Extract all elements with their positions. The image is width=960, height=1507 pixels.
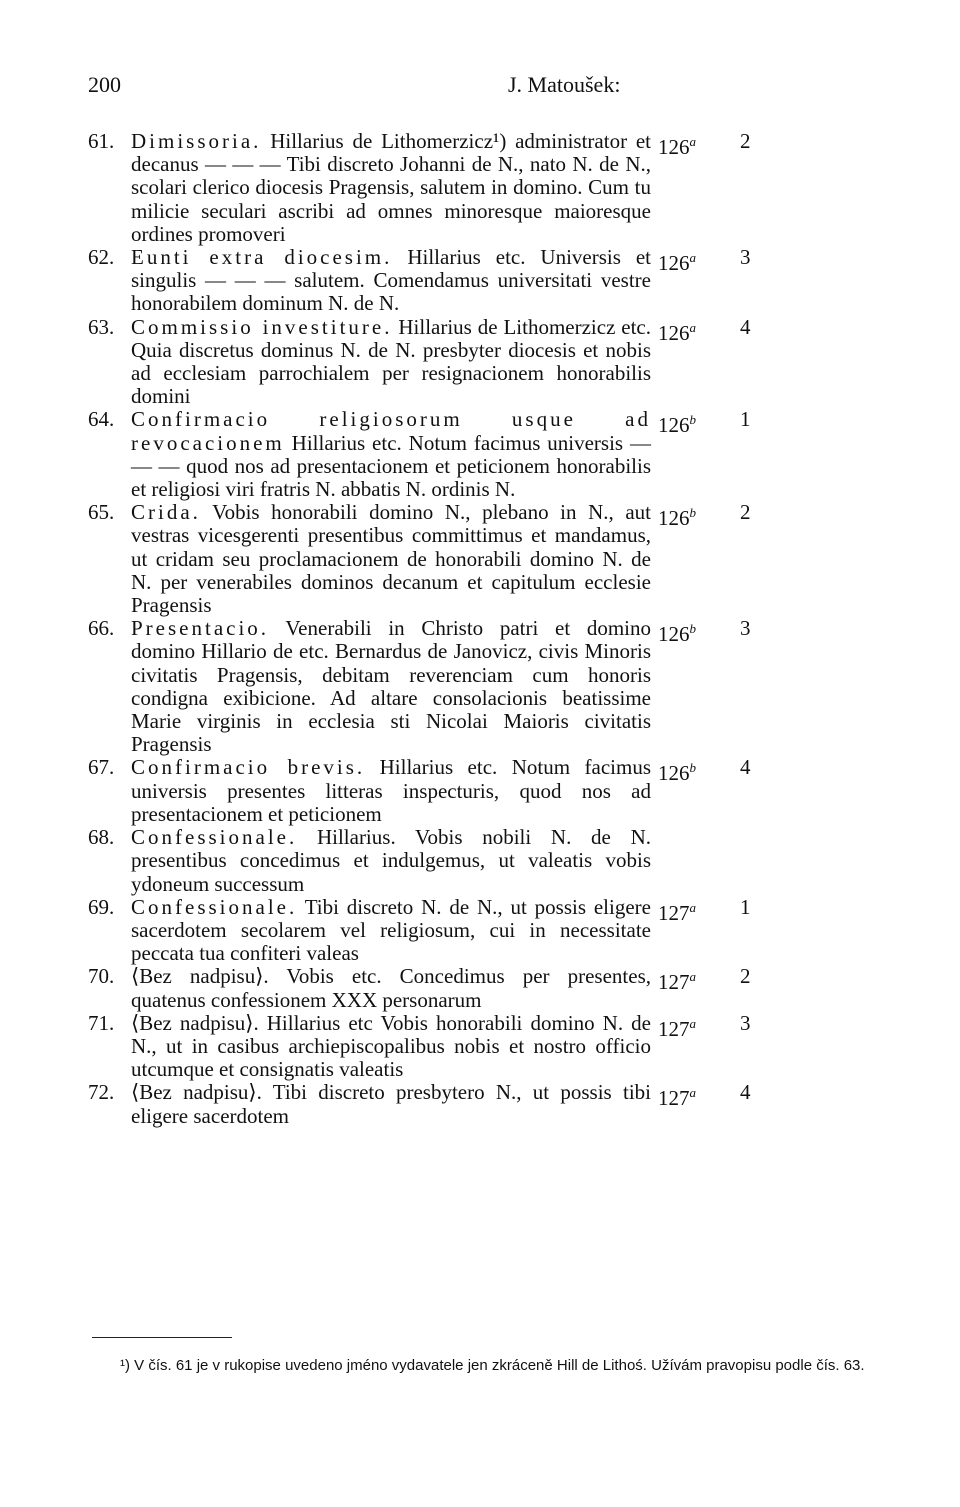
list-item — [0, 826, 960, 896]
folio-side: a — [689, 134, 696, 149]
entry-body — [131, 316, 651, 409]
entry-text: Tibi discreto N. de N., ut possis eligere sacerdotem secolarem vel religiosum, cui in necessitate peccata tua confiteri valeas — [131, 894, 651, 966]
folio-number: 126 — [658, 413, 690, 438]
folio-position: 4 — [740, 314, 751, 339]
folio-reference — [658, 1081, 696, 1110]
folio-side: a — [689, 969, 696, 985]
folio-number: 127 — [658, 970, 690, 995]
folio-number: 127 — [658, 1016, 690, 1041]
folio-number: 126 — [658, 622, 690, 647]
folio-reference — [658, 965, 696, 994]
list-item — [0, 246, 960, 316]
entry-number: 61. — [88, 129, 115, 153]
footnote-text: V čís. 61 je v rukopise uvedeno jméno vydavatele jen zkráceně Hill de Lithoś. Užívám pravopisu podle čís. 63. — [130, 1357, 865, 1374]
entry-title: Presentacio. — [131, 616, 270, 641]
entry-body — [131, 408, 651, 501]
list-item — [0, 501, 960, 617]
entry-title: Dimissoria. — [131, 129, 262, 153]
folio-position: 1 — [740, 407, 751, 432]
folio-side: a — [689, 250, 696, 266]
entry-body — [131, 1012, 651, 1082]
footnote — [92, 1356, 892, 1375]
folio-position: 2 — [740, 500, 751, 525]
folio-side: b — [689, 760, 696, 776]
entry-title: Crida. — [131, 500, 201, 525]
entry-text: Hillarius etc. Universis et singulis — — — salutem. Comendamus universitati vestre honorabilem dominum N. de N. — [131, 245, 651, 316]
folio-side: a — [689, 1085, 696, 1101]
list-item — [0, 965, 960, 1011]
list-item — [0, 756, 960, 826]
entry-title: Confirmacio religiosorum usque ad revocacionem — [131, 407, 651, 455]
entry-number: 66. — [88, 616, 115, 641]
entry-number: 64. — [88, 407, 115, 432]
entry-number: 62. — [88, 245, 115, 270]
folio-reference — [658, 756, 696, 785]
list-item — [0, 896, 960, 966]
list-item — [0, 130, 960, 246]
entry-number: 67. — [88, 755, 115, 780]
entry-body — [131, 826, 651, 896]
folio-number: 127 — [658, 900, 690, 925]
entry-number: 63. — [88, 314, 115, 339]
footnote-rule — [92, 1337, 232, 1338]
entry-text: ⟨Bez nadpisu⟩. Hillarius etc Vobis honorabili domino N. de N., ut in casibus archiepiscopalibus nobis et nostro officio utcumque et consignatis valeatis — [131, 1010, 651, 1082]
folio-reference — [658, 896, 696, 925]
entry-body — [131, 130, 651, 246]
entry-text: Hillarius de Lithomerzicz etc. Quia discretus dominus N. de N. presbyter diocesis et nobis ad ecclesiam parrochialem per resignacionem honorabilis domini — [131, 314, 652, 409]
folio-reference — [658, 130, 696, 159]
folio-reference — [658, 408, 696, 437]
page-header — [88, 72, 860, 106]
folio-side: a — [689, 899, 696, 915]
running-title: J. Matoušek: — [508, 72, 621, 97]
footnote-mark: ¹) — [120, 1357, 130, 1374]
entry-title: Confessionale. — [131, 825, 298, 850]
list-item — [0, 1012, 960, 1082]
folio-side: b — [689, 621, 696, 637]
folio-reference — [658, 246, 696, 275]
entry-body — [131, 896, 651, 966]
folio-number: 126 — [658, 320, 690, 345]
folio-side: a — [689, 1015, 696, 1031]
entry-title: Confessionale. — [131, 894, 298, 919]
folio-reference — [658, 316, 696, 345]
entry-text: Hillarius etc. Notum facimus universis — — — quod nos ad presentacionem et peticionem honorabilis et religiosi viri fratris N. abbatis N. ordinis N. — [131, 430, 651, 502]
entry-text: Hillarius etc. Notum facimus universis presentes litteras inspecturis, quod nos ad presentacionem et peticionem — [131, 755, 651, 826]
folio-position: 1 — [740, 894, 751, 919]
folio-side: b — [689, 505, 696, 521]
entry-number: 72. — [88, 1080, 115, 1105]
folio-side: b — [689, 412, 696, 428]
entry-title: Confirmacio brevis. — [131, 755, 366, 780]
entry-text: ⟨Bez nadpisu⟩. Vobis etc. Concedimus per presentes, quatenus confessionem XXX personarum — [131, 964, 651, 1012]
list-item — [0, 617, 960, 756]
entry-title: Commissio investiture. — [131, 314, 393, 339]
folio-position: 2 — [740, 964, 751, 989]
entry-number: 69. — [88, 894, 115, 919]
entry-text: Hillarius de Lithomerzicz¹) administrator et decanus — — — Tibi discreto Johanni de N., nato N. de N., scolari clerico diocesis Pragensis, salutem in domino. Cum tu milicie seculari ascribi ad omnes minoresque maioresque ordines promoveri — [131, 129, 651, 246]
entry-number: 71. — [88, 1010, 115, 1035]
folio-reference — [658, 501, 696, 530]
entry-body — [131, 501, 651, 617]
folio-position: 3 — [740, 616, 751, 641]
entry-text: ⟨Bez nadpisu⟩. Tibi discreto presbytero N., ut possis tibi eligere sacerdotem — [131, 1080, 651, 1128]
folio-number: 126 — [658, 761, 690, 786]
entry-body — [131, 1081, 651, 1127]
folio-number: 126 — [658, 251, 690, 276]
entry-body — [131, 965, 651, 1011]
folio-reference — [658, 617, 696, 646]
folio-reference — [658, 1012, 696, 1041]
folio-side: a — [689, 319, 696, 335]
page-number: 200 — [88, 72, 121, 97]
entry-number: 65. — [88, 500, 115, 525]
entry-body — [131, 617, 651, 756]
folio-number: 126 — [658, 135, 690, 159]
folio-number: 127 — [658, 1086, 690, 1111]
list-item — [0, 316, 960, 409]
entry-text: Venerabili in Christo patri et domino domino Hillario de etc. Bernardus de Janovicz, civis Minoris civitatis Pragensis, debitam reverenciam cum honoris condigna exibicione. Ad altare consolacionis beatissime Marie virginis in ecclesia sti Nicolai Maioris civitatis Pragensis — [131, 616, 651, 757]
folio-number: 126 — [658, 506, 690, 531]
list-item — [0, 1081, 960, 1127]
entry-number: 68. — [88, 825, 115, 850]
list-item — [0, 408, 960, 501]
entry-body — [131, 246, 651, 316]
folio-position: 4 — [740, 1080, 751, 1105]
entry-title: Eunti extra diocesim. — [131, 245, 393, 270]
entry-body — [131, 756, 651, 826]
entry-text: Hillarius. Vobis nobili N. de N. presentibus concedimus et indulgemus, ut valeatis vobis ydoneum successum — [131, 825, 651, 896]
folio-position: 3 — [740, 1010, 751, 1035]
folio-position: 2 — [740, 129, 751, 153]
folio-position: 4 — [740, 755, 751, 780]
folio-position: 3 — [740, 245, 751, 270]
entry-text: Vobis honorabili domino N., plebano in N., aut vestras vicesgerenti presentibus committimus et mandamus, ut cridam seu proclamacionem de honorabili domino N. de N. per venerabiles dominos decanum et capitulum ecclesie Pragensis — [131, 500, 651, 618]
entry-list — [0, 130, 960, 1128]
entry-number: 70. — [88, 964, 115, 989]
